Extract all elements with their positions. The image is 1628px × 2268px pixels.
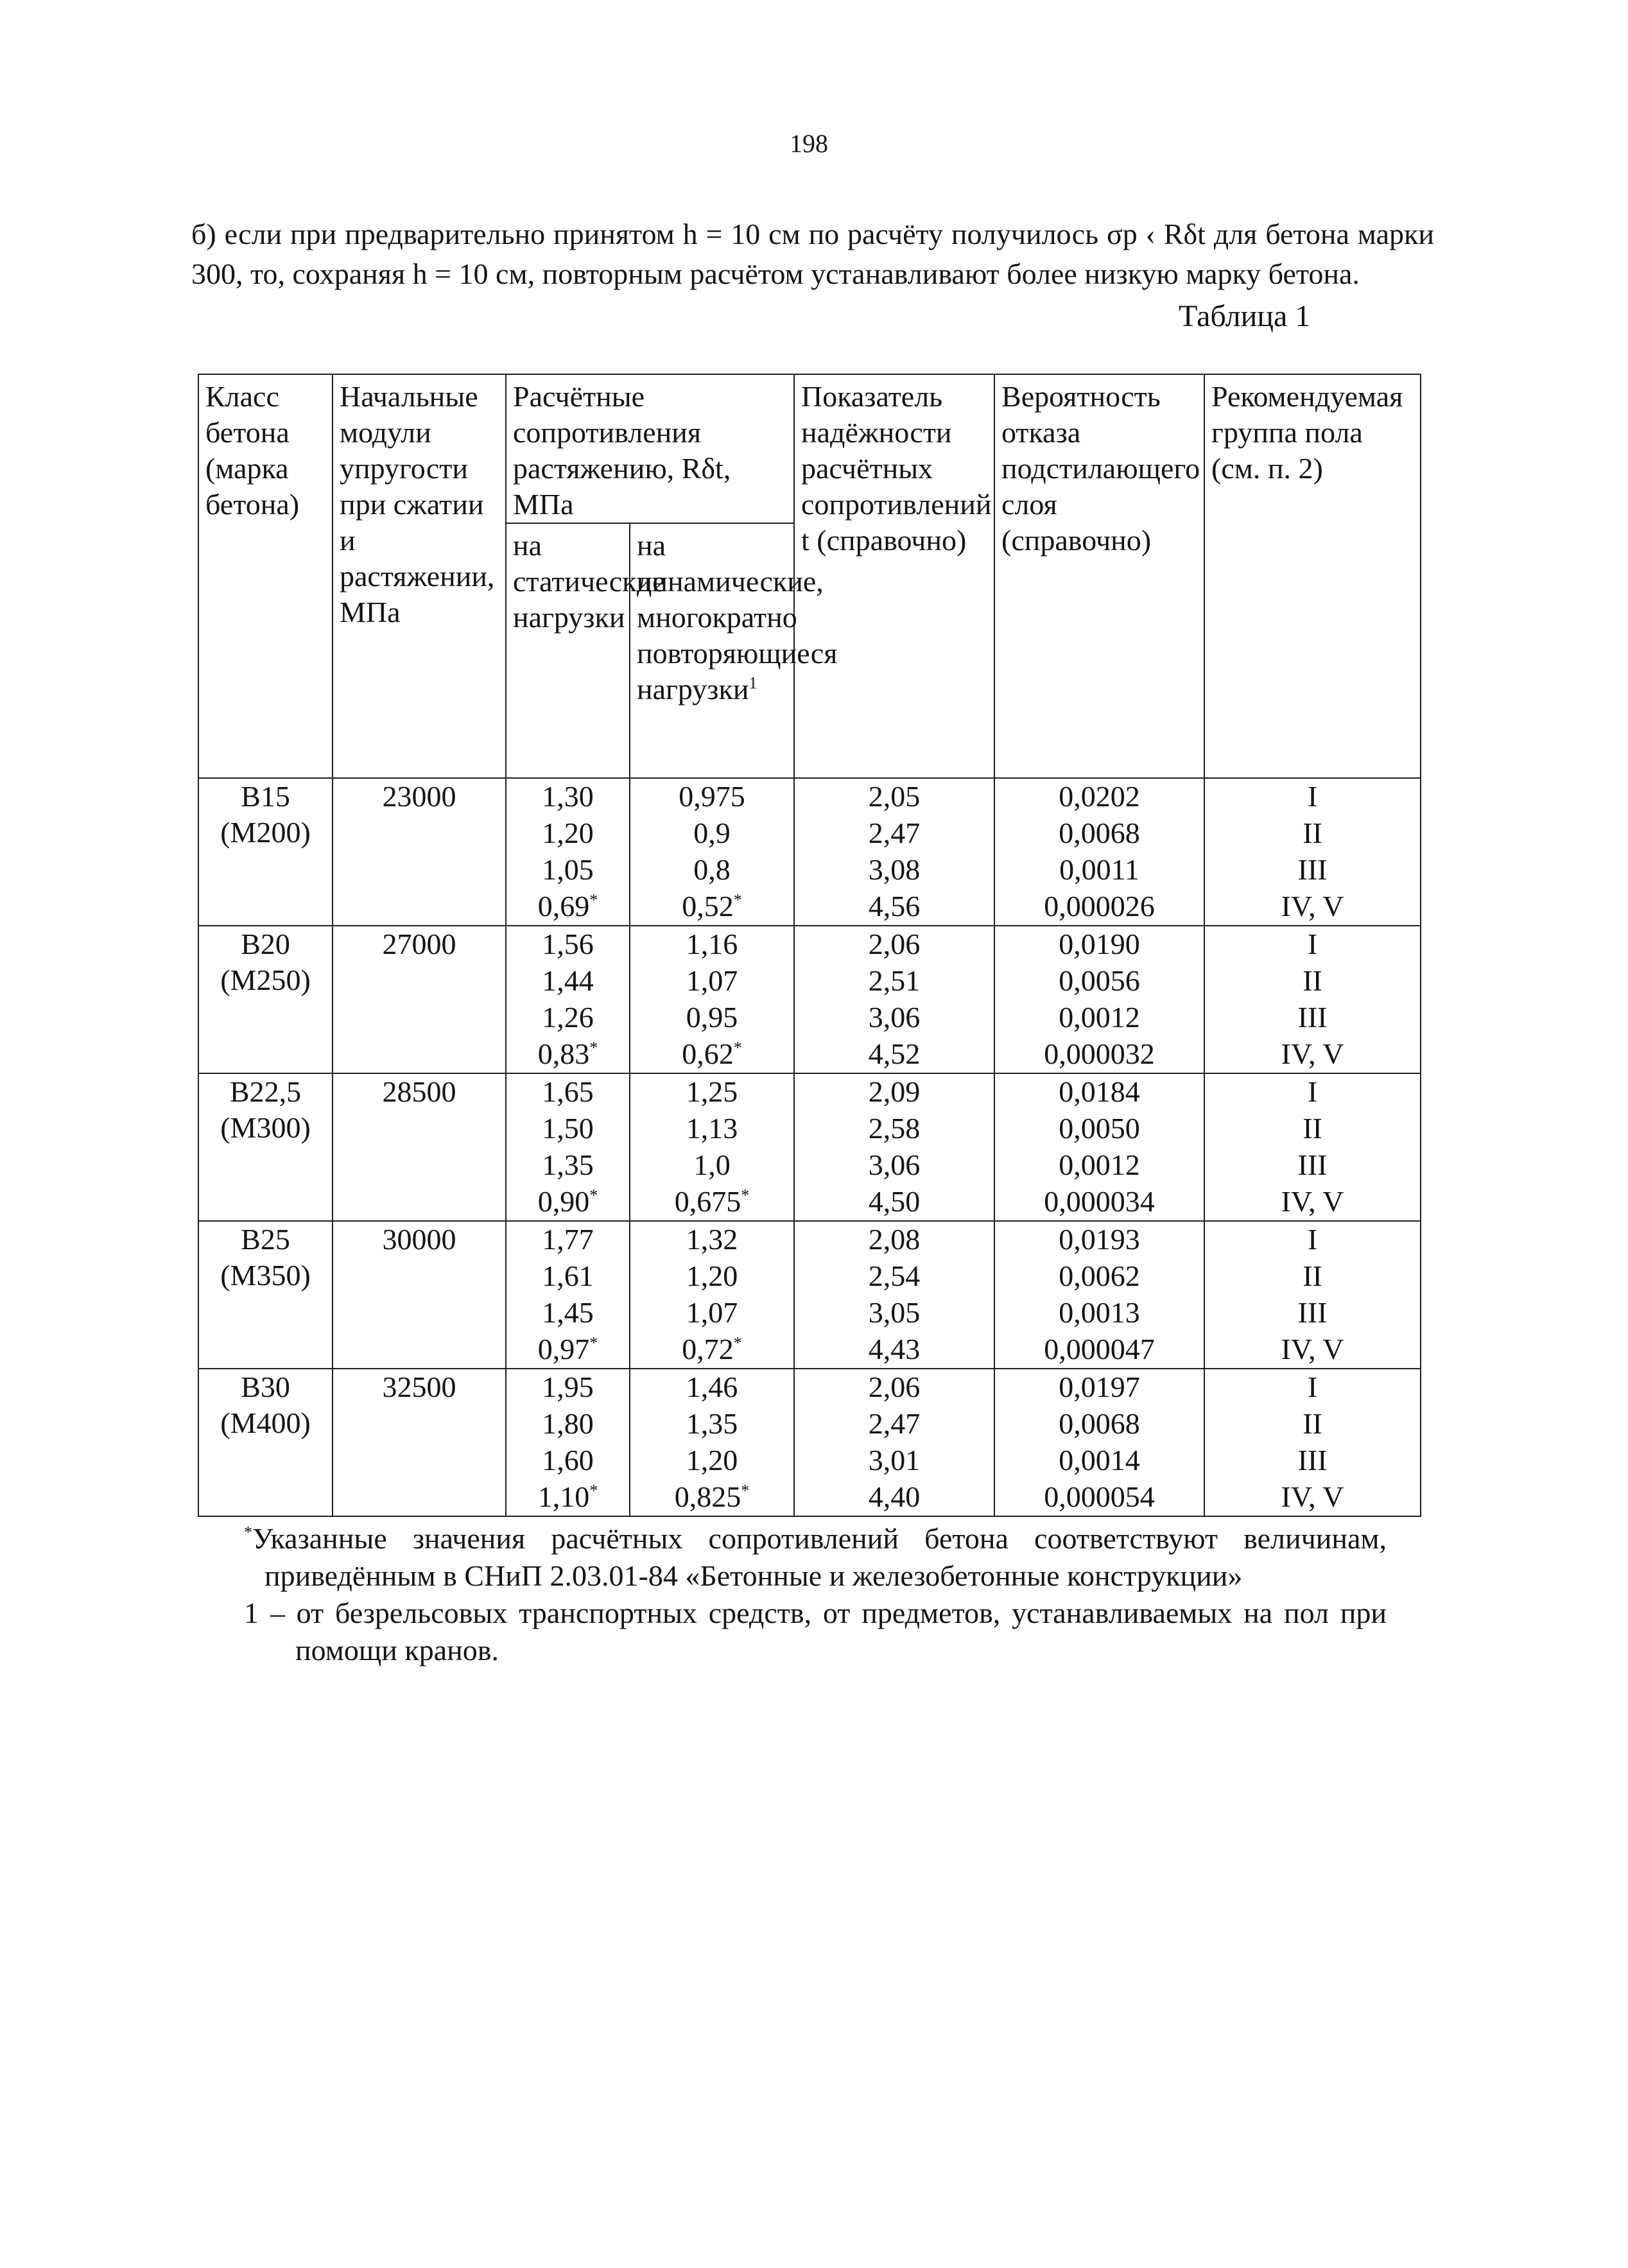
cell-dynamic-value: 1,46	[686, 1371, 738, 1403]
cell-reliability-line	[801, 1442, 987, 1479]
cell-floor-group-line	[1211, 852, 1414, 888]
table-row	[198, 1221, 1421, 1369]
intro-paragraph: б) если при предварительно принятом h = 10 см по расчёту получилось σр ‹ Rδt для бетона марки 300, то, сохраняя h = 10 см, повторным расчётом устанавливают более низкую марку бетона.	[191, 218, 1434, 290]
cell-probability-line	[1001, 1074, 1197, 1111]
cell-floor-group-line	[1211, 926, 1414, 963]
cell-dynamic	[630, 1221, 794, 1369]
cell-reliability-line	[801, 1331, 987, 1368]
cell-static-line	[513, 1406, 623, 1442]
footnote-star	[244, 1520, 1387, 1595]
cell-static-value: 0,97	[537, 1333, 590, 1365]
cell-floor-group-line	[1211, 815, 1414, 852]
header-resistance: Расчётные сопротивления растяжению, Rδt, МПа	[506, 374, 794, 523]
cell-dynamic-value: 1,32	[686, 1223, 738, 1256]
cell-floor-group-line	[1211, 1111, 1414, 1147]
concrete-table	[198, 374, 1421, 1517]
cell-static	[506, 1221, 630, 1369]
cell-probability-line	[1001, 1258, 1197, 1295]
cell-static-line	[513, 1295, 623, 1331]
cell-static-line	[513, 815, 623, 852]
cell-probability-line	[1001, 1295, 1197, 1331]
cell-floor-group-value: I	[1307, 928, 1318, 960]
cell-probability-value: 0,0202	[1059, 780, 1140, 813]
cell-floor-group	[1204, 778, 1421, 926]
cell-dynamic-value: 0,52	[682, 890, 734, 922]
cell-probability-line	[1001, 1222, 1197, 1258]
cell-reliability	[794, 778, 994, 926]
cell-probability-value: 0,0062	[1059, 1260, 1140, 1292]
cell-probability	[994, 1073, 1204, 1221]
cell-static-value: 1,80	[542, 1407, 594, 1440]
cell-floor-group	[1204, 926, 1421, 1073]
cell-probability-line	[1001, 926, 1197, 963]
class-code: В15	[241, 780, 290, 813]
table-row	[198, 1073, 1421, 1221]
cell-reliability-value: 4,50	[868, 1185, 921, 1218]
cell-floor-group-value: II	[1303, 1407, 1322, 1440]
cell-static-value: 0,83	[537, 1037, 590, 1070]
class-mark: (М350)	[220, 1259, 311, 1292]
footnote-star-ref: *	[741, 1481, 750, 1500]
cell-probability-value: 0,0068	[1059, 1407, 1140, 1440]
cell-static-value: 1,44	[542, 964, 594, 997]
cell-static-value: 1,30	[542, 780, 594, 813]
cell-reliability-value: 2,05	[868, 780, 921, 813]
footnote-star-ref: *	[589, 1186, 598, 1205]
header-dynamic-text: на динамические, многократно повторяющиеся нагрузки	[637, 529, 838, 706]
cell-probability-line	[1001, 852, 1197, 888]
cell-dynamic-value: 1,16	[686, 928, 738, 960]
cell-reliability-value: 2,51	[868, 964, 921, 997]
cell-reliability-line	[801, 1258, 987, 1295]
cell-static-line	[513, 926, 623, 963]
cell-dynamic-line	[637, 926, 787, 963]
cell-probability-line	[1001, 1406, 1197, 1442]
cell-dynamic	[630, 1369, 794, 1516]
cell-floor-group-value: III	[1297, 1444, 1328, 1476]
class-mark: (М300)	[220, 1111, 311, 1144]
header-modulus: Начальные модули упругости при сжатии и растяжении, МПа	[333, 374, 506, 778]
cell-dynamic-value: 1,13	[686, 1112, 738, 1145]
cell-static	[506, 778, 630, 926]
cell-floor-group-line	[1211, 1147, 1414, 1184]
cell-dynamic-value: 0,825	[674, 1480, 741, 1513]
cell-reliability	[794, 1073, 994, 1221]
cell-static-line	[513, 1000, 623, 1036]
cell-class	[198, 1221, 333, 1369]
cell-static-line	[513, 963, 623, 1000]
cell-floor-group-line	[1211, 1331, 1414, 1368]
modulus-value: 32500	[382, 1371, 456, 1403]
cell-floor-group-value: IV, V	[1281, 1333, 1344, 1365]
cell-floor-group-value: IV, V	[1281, 1185, 1344, 1218]
cell-probability-value: 0,0068	[1059, 817, 1140, 849]
cell-dynamic-value: 1,0	[693, 1148, 731, 1181]
cell-dynamic-line	[637, 1369, 787, 1406]
cell-probability-value: 0,0050	[1059, 1112, 1140, 1145]
cell-probability-value: 0,0011	[1059, 853, 1139, 886]
cell-probability-value: 0,0193	[1059, 1223, 1140, 1256]
footnote-star-ref: *	[589, 1038, 598, 1057]
cell-static-value: 1,50	[542, 1112, 594, 1145]
cell-static-line	[513, 888, 623, 925]
class-mark: (М250)	[220, 964, 311, 996]
cell-reliability-value: 2,58	[868, 1112, 921, 1145]
cell-modulus	[333, 1221, 506, 1369]
cell-dynamic-line	[637, 1406, 787, 1442]
class-code: В30	[241, 1371, 290, 1403]
cell-dynamic-value: 1,20	[686, 1260, 738, 1292]
cell-reliability-value: 2,06	[868, 928, 921, 960]
cell-floor-group-line	[1211, 1369, 1414, 1406]
cell-probability-value: 0,0012	[1059, 1001, 1140, 1034]
cell-probability-line	[1001, 963, 1197, 1000]
cell-static-value: 1,60	[542, 1444, 594, 1476]
cell-reliability-line	[801, 1036, 987, 1073]
cell-modulus	[333, 1369, 506, 1516]
cell-probability-value: 0,0013	[1059, 1296, 1140, 1329]
cell-probability	[994, 1369, 1204, 1516]
table-row	[198, 778, 1421, 926]
cell-dynamic-value: 0,9	[693, 817, 731, 849]
footnote-star-ref: *	[589, 1333, 598, 1353]
footnote-one: 1 – от безрельсовых транспортных средств, от предметов, устанавливаемых на пол при помощи кранов.	[244, 1597, 1387, 1666]
footnote-star-ref: *	[589, 890, 598, 910]
cell-probability-line	[1001, 1000, 1197, 1036]
modulus-value: 28500	[382, 1075, 456, 1108]
class-code: В22,5	[229, 1075, 302, 1108]
cell-static-line	[513, 1258, 623, 1295]
cell-reliability-value: 2,06	[868, 1371, 921, 1403]
table-header	[198, 374, 1421, 778]
cell-floor-group-line	[1211, 1222, 1414, 1258]
cell-probability-line	[1001, 888, 1197, 925]
footnote-ref-1: 1	[749, 673, 758, 693]
cell-reliability-line	[801, 888, 987, 925]
cell-floor-group-line	[1211, 963, 1414, 1000]
cell-dynamic-line	[637, 1111, 787, 1147]
cell-reliability-line	[801, 815, 987, 852]
cell-static-value: 1,56	[542, 928, 594, 960]
cell-reliability-value: 2,09	[868, 1075, 921, 1108]
cell-dynamic-line	[637, 1036, 787, 1073]
cell-probability-value: 0,0014	[1059, 1444, 1140, 1476]
cell-reliability-line	[801, 1479, 987, 1516]
cell-dynamic-value: 1,35	[686, 1407, 738, 1440]
cell-static-line	[513, 1479, 623, 1516]
cell-dynamic-value: 0,95	[686, 1001, 738, 1034]
cell-floor-group-value: I	[1307, 780, 1318, 813]
cell-dynamic-line	[637, 1331, 787, 1368]
cell-probability-value: 0,0190	[1059, 928, 1140, 960]
cell-reliability-line	[801, 1074, 987, 1111]
cell-dynamic-value: 0,975	[679, 780, 745, 813]
cell-dynamic-line	[637, 815, 787, 852]
cell-reliability-value: 2,54	[868, 1260, 921, 1292]
cell-probability-value: 0,0012	[1059, 1148, 1140, 1181]
cell-floor-group-line	[1211, 1184, 1414, 1220]
cell-dynamic-line	[637, 1222, 787, 1258]
cell-floor-group-value: I	[1307, 1223, 1318, 1256]
cell-probability-line	[1001, 1331, 1197, 1368]
cell-floor-group	[1204, 1369, 1421, 1516]
cell-dynamic	[630, 778, 794, 926]
cell-static-line	[513, 852, 623, 888]
page-number: 198	[790, 129, 828, 158]
cell-probability-value: 0,0056	[1059, 964, 1140, 997]
cell-probability-value: 0,0197	[1059, 1371, 1140, 1403]
cell-floor-group-value: II	[1303, 964, 1322, 997]
cell-static-value: 1,65	[542, 1075, 594, 1108]
header-dynamic	[630, 523, 838, 778]
cell-probability-value: 0,000054	[1044, 1480, 1155, 1513]
cell-dynamic-value: 1,07	[686, 1296, 738, 1329]
cell-floor-group-value: I	[1307, 1371, 1318, 1403]
cell-reliability-line	[801, 1184, 987, 1220]
cell-static	[506, 1369, 630, 1516]
modulus-value: 27000	[382, 928, 456, 960]
cell-static	[506, 926, 630, 1073]
cell-dynamic-value: 1,07	[686, 964, 738, 997]
cell-floor-group-line	[1211, 1295, 1414, 1331]
cell-reliability-value: 3,06	[868, 1001, 921, 1034]
cell-static-line	[513, 1036, 623, 1073]
cell-reliability-value: 3,08	[868, 853, 921, 886]
cell-reliability-value: 4,40	[868, 1480, 921, 1513]
cell-static-value: 1,10	[537, 1480, 590, 1513]
cell-reliability-value: 3,01	[868, 1444, 921, 1476]
modulus-value: 30000	[382, 1223, 456, 1256]
table-row	[198, 1369, 1421, 1516]
cell-reliability-value: 2,08	[868, 1223, 921, 1256]
cell-probability	[994, 778, 1204, 926]
cell-floor-group-value: II	[1303, 1260, 1322, 1292]
cell-static-value: 1,26	[542, 1001, 594, 1034]
cell-dynamic-line	[637, 852, 787, 888]
cell-static-line	[513, 1111, 623, 1147]
cell-probability	[994, 1221, 1204, 1369]
cell-reliability-line	[801, 1000, 987, 1036]
table-caption: Таблица 1	[1179, 299, 1311, 333]
cell-static-value: 1,35	[542, 1148, 594, 1181]
cell-dynamic	[630, 926, 794, 1073]
cell-class	[198, 1369, 333, 1516]
cell-dynamic-line	[637, 963, 787, 1000]
cell-dynamic-line	[637, 1258, 787, 1295]
cell-reliability-line	[801, 852, 987, 888]
cell-reliability-line	[801, 963, 987, 1000]
cell-dynamic	[630, 1073, 794, 1221]
cell-reliability-line	[801, 926, 987, 963]
cell-reliability-value: 3,05	[868, 1296, 921, 1329]
cell-reliability-line	[801, 1222, 987, 1258]
cell-static-value: 1,77	[542, 1223, 594, 1256]
cell-static-line	[513, 1442, 623, 1479]
cell-floor-group-line	[1211, 1479, 1414, 1516]
cell-floor-group-line	[1211, 1442, 1414, 1479]
cell-reliability-value: 4,43	[868, 1333, 921, 1365]
cell-reliability	[794, 1221, 994, 1369]
footnote-star-ref: *	[741, 1186, 750, 1205]
cell-floor-group-value: III	[1297, 1001, 1328, 1034]
footnotes	[244, 1520, 1387, 1669]
cell-probability-line	[1001, 1147, 1197, 1184]
cell-static-line	[513, 1184, 623, 1220]
cell-dynamic-value: 1,25	[686, 1075, 738, 1108]
cell-reliability-line	[801, 1295, 987, 1331]
cell-probability	[994, 926, 1204, 1073]
cell-dynamic-value: 0,8	[693, 853, 731, 886]
header-probability: Вероятность отказа подстилающего слоя (справочно)	[994, 374, 1204, 778]
class-mark: (М200)	[220, 816, 311, 849]
cell-floor-group	[1204, 1073, 1421, 1221]
cell-floor-group-value: IV, V	[1281, 890, 1344, 922]
cell-dynamic-line	[637, 1074, 787, 1111]
footnote-star-ref: *	[589, 1481, 598, 1500]
cell-reliability-line	[801, 1147, 987, 1184]
cell-floor-group-line	[1211, 1000, 1414, 1036]
cell-floor-group-value: I	[1307, 1075, 1318, 1108]
cell-reliability-line	[801, 1111, 987, 1147]
cell-dynamic-value: 0,72	[682, 1333, 734, 1365]
cell-dynamic-line	[637, 1147, 787, 1184]
cell-dynamic-line	[637, 1442, 787, 1479]
class-mark: (М400)	[220, 1407, 311, 1439]
cell-static-value: 1,05	[542, 853, 594, 886]
cell-floor-group-line	[1211, 888, 1414, 925]
cell-static-line	[513, 1074, 623, 1111]
cell-modulus	[333, 778, 506, 926]
cell-dynamic-value: 1,20	[686, 1444, 738, 1476]
cell-static-line	[513, 1331, 623, 1368]
cell-probability-line	[1001, 1442, 1197, 1479]
cell-dynamic-value: 0,675	[674, 1185, 741, 1218]
cell-static-value: 1,61	[542, 1260, 594, 1292]
cell-probability-value: 0,000026	[1044, 890, 1155, 922]
cell-modulus	[333, 1073, 506, 1221]
cell-probability-line	[1001, 815, 1197, 852]
cell-dynamic-line	[637, 1479, 787, 1516]
header-reliability: Показатель надёжности расчётных сопротивлений t (справочно)	[794, 374, 994, 778]
cell-static-line	[513, 1222, 623, 1258]
cell-reliability	[794, 1369, 994, 1516]
cell-floor-group	[1204, 1221, 1421, 1369]
cell-dynamic-line	[637, 1295, 787, 1331]
cell-floor-group-line	[1211, 1074, 1414, 1111]
cell-probability-line	[1001, 1479, 1197, 1516]
table-row	[198, 926, 1421, 1073]
class-code: В25	[241, 1223, 290, 1256]
header-static: на статические нагрузки	[506, 523, 630, 778]
cell-class	[198, 778, 333, 926]
cell-probability-value: 0,000032	[1044, 1037, 1155, 1070]
cell-reliability-line	[801, 779, 987, 815]
cell-dynamic-line	[637, 888, 787, 925]
footnote-star-ref: *	[733, 1038, 742, 1057]
cell-floor-group-value: III	[1297, 853, 1328, 886]
cell-static-value: 1,95	[542, 1371, 594, 1403]
cell-modulus	[333, 926, 506, 1073]
cell-probability-line	[1001, 1111, 1197, 1147]
cell-reliability-line	[801, 1369, 987, 1406]
cell-floor-group-value: IV, V	[1281, 1480, 1344, 1513]
footnote-star-ref: *	[733, 890, 742, 910]
cell-static-value: 1,45	[542, 1296, 594, 1329]
cell-static-line	[513, 1147, 623, 1184]
cell-static-line	[513, 779, 623, 815]
cell-dynamic-line	[637, 779, 787, 815]
class-code: В20	[241, 928, 290, 960]
cell-static-line	[513, 1369, 623, 1406]
cell-dynamic-line	[637, 1184, 787, 1220]
footnote-star-ref: *	[733, 1333, 742, 1353]
cell-reliability-value: 4,52	[868, 1037, 921, 1070]
cell-floor-group-line	[1211, 779, 1414, 815]
cell-probability-line	[1001, 1184, 1197, 1220]
footnote-star-text: Указанные значения расчётных сопротивлений бетона соответствуют величинам, приведённым в СНиП 2.03.01-84 «Бетонные и железобетонные конструкции»	[252, 1522, 1387, 1592]
cell-dynamic-value: 0,62	[682, 1037, 734, 1070]
cell-class	[198, 926, 333, 1073]
cell-probability-value: 0,000047	[1044, 1333, 1155, 1365]
cell-static-value: 0,90	[537, 1185, 590, 1218]
cell-reliability-line	[801, 1406, 987, 1442]
cell-reliability-value: 2,47	[868, 817, 921, 849]
cell-probability-line	[1001, 1369, 1197, 1406]
cell-probability-value: 0,0184	[1059, 1075, 1140, 1108]
cell-reliability	[794, 926, 994, 1073]
cell-floor-group-line	[1211, 1036, 1414, 1073]
cell-floor-group-line	[1211, 1406, 1414, 1442]
cell-probability-value: 0,000034	[1044, 1185, 1155, 1218]
cell-floor-group-line	[1211, 1258, 1414, 1295]
cell-probability-line	[1001, 779, 1197, 815]
cell-floor-group-value: III	[1297, 1148, 1328, 1181]
table-body	[198, 778, 1421, 1516]
cell-reliability-value: 3,06	[868, 1148, 921, 1181]
header-class: Класс бетона (марка бетона)	[198, 374, 333, 778]
cell-dynamic-line	[637, 1000, 787, 1036]
cell-static-value: 0,69	[537, 890, 590, 922]
cell-floor-group-value: II	[1303, 817, 1322, 849]
footnote-star-mark: *	[244, 1523, 252, 1542]
cell-reliability-value: 4,56	[868, 890, 921, 922]
modulus-value: 23000	[382, 780, 456, 813]
cell-floor-group-value: IV, V	[1281, 1037, 1344, 1070]
cell-static	[506, 1073, 630, 1221]
cell-class	[198, 1073, 333, 1221]
header-floor-group: Рекомендуемая группа пола (см. п. 2)	[1204, 374, 1421, 778]
cell-reliability-value: 2,47	[868, 1407, 921, 1440]
cell-static-value: 1,20	[542, 817, 594, 849]
cell-floor-group-value: III	[1297, 1296, 1328, 1329]
cell-probability-line	[1001, 1036, 1197, 1073]
cell-floor-group-value: II	[1303, 1112, 1322, 1145]
